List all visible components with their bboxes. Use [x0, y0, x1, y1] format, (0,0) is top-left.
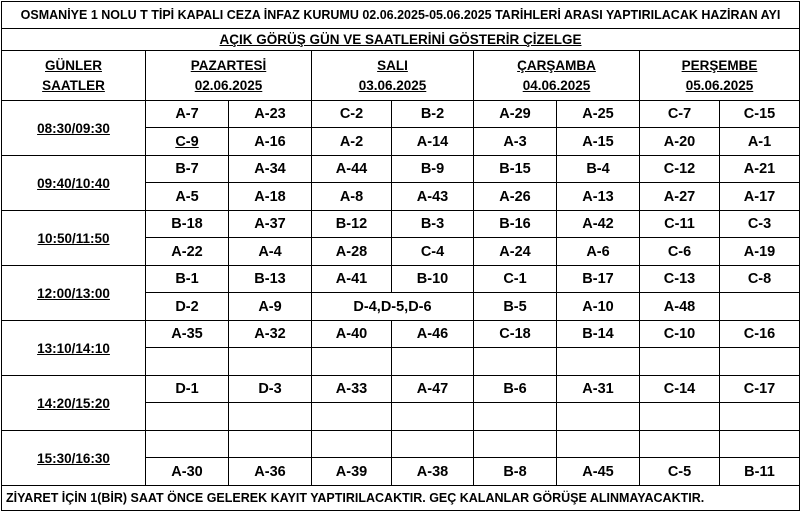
page-title: OSMANİYE 1 NOLU T TİPİ KAPALI CEZA İNFAZ KURUMU 02.06.2025-05.06.2025 TARİHLERİ ARASI YAPTIRILACAK HAZİRAN AYI	[2, 2, 800, 29]
ward-code-cell: A-1	[720, 128, 800, 156]
ward-code-cell: A-38	[392, 458, 474, 486]
ward-code-cell	[640, 403, 720, 431]
ward-code-cell: A-44	[312, 156, 392, 183]
header-label-cell	[2, 51, 146, 101]
ward-code-cell: A-48	[640, 293, 720, 321]
ward-code-cell: A-41	[312, 266, 392, 293]
ward-code-cell: A-36	[229, 458, 312, 486]
time-slot-cell: 09:40/10:40	[2, 156, 146, 211]
ward-code-cell	[720, 293, 800, 321]
ward-code-cell: A-6	[557, 238, 640, 266]
visit-schedule-table	[1, 1, 800, 511]
ward-code-cell: C-15	[720, 101, 800, 128]
ward-code-cell	[229, 348, 312, 376]
ward-code-cell: C-9	[146, 128, 229, 156]
ward-code-cell: A-3	[474, 128, 557, 156]
ward-code-cell: A-19	[720, 238, 800, 266]
ward-code-cell: B-17	[557, 266, 640, 293]
ward-code-cell: A-47	[392, 376, 474, 403]
day-header-thursday	[640, 51, 800, 101]
ward-code-cell: C-18	[474, 321, 557, 348]
ward-code-cell: B-12	[312, 211, 392, 238]
ward-code-cell: C-2	[312, 101, 392, 128]
ward-code-cell: D-3	[229, 376, 312, 403]
day-header-tuesday	[312, 51, 474, 101]
ward-code-cell: A-46	[392, 321, 474, 348]
ward-code-cell: C-8	[720, 266, 800, 293]
page-subtitle: AÇIK GÖRÜŞ GÜN VE SAATLERİNİ GÖSTERİR ÇİZELGE	[2, 29, 800, 51]
ward-code-cell	[557, 431, 640, 458]
ward-code-cell: C-12	[640, 156, 720, 183]
ward-code-cell: C-6	[640, 238, 720, 266]
ward-code-cell: A-20	[640, 128, 720, 156]
ward-code-cell: B-11	[720, 458, 800, 486]
ward-code-cell: A-10	[557, 293, 640, 321]
ward-code-cell: A-22	[146, 238, 229, 266]
ward-code-cell: C-5	[640, 458, 720, 486]
ward-code-cell: A-13	[557, 183, 640, 211]
ward-code-cell: A-14	[392, 128, 474, 156]
day-header-monday	[146, 51, 312, 101]
ward-code-cell: A-27	[640, 183, 720, 211]
day-date: 02.06.2025	[194, 77, 263, 93]
day-date: 05.06.2025	[685, 77, 754, 93]
ward-code-cell	[392, 348, 474, 376]
time-slot-cell: 12:00/13:00	[2, 266, 146, 321]
ward-code-cell	[146, 348, 229, 376]
day-header-wednesday	[474, 51, 640, 101]
ward-code-cell: C-10	[640, 321, 720, 348]
day-date: 03.06.2025	[358, 77, 427, 93]
ward-code-cell: A-31	[557, 376, 640, 403]
ward-code-cell: C-11	[640, 211, 720, 238]
time-slot-cell: 13:10/14:10	[2, 321, 146, 376]
ward-code-cell: C-1	[474, 266, 557, 293]
ward-code-cell: B-6	[474, 376, 557, 403]
ward-code-cell: B-13	[229, 266, 312, 293]
ward-code-cell	[720, 431, 800, 458]
ward-code-cell: A-29	[474, 101, 557, 128]
ward-code-cell: A-7	[146, 101, 229, 128]
ward-code-cell: B-3	[392, 211, 474, 238]
ward-code-cell: A-26	[474, 183, 557, 211]
ward-code-cell: C-17	[720, 376, 800, 403]
ward-code-cell: A-9	[229, 293, 312, 321]
ward-code-cell: A-18	[229, 183, 312, 211]
ward-code-cell: A-8	[312, 183, 392, 211]
ward-code-cell: A-5	[146, 183, 229, 211]
ward-code-cell: B-14	[557, 321, 640, 348]
ward-code-cell: A-45	[557, 458, 640, 486]
ward-code-cell: A-16	[229, 128, 312, 156]
ward-code-cell: D-1	[146, 376, 229, 403]
ward-code-cell	[720, 403, 800, 431]
ward-code-cell: C-16	[720, 321, 800, 348]
ward-code-cell	[312, 348, 392, 376]
ward-code-cell: A-35	[146, 321, 229, 348]
ward-code-cell: A-17	[720, 183, 800, 211]
days-label: GÜNLER	[45, 57, 102, 73]
time-slot-cell: 15:30/16:30	[2, 431, 146, 486]
ward-code-cell: A-21	[720, 156, 800, 183]
ward-code-cell	[474, 403, 557, 431]
day-name: PAZARTESİ	[190, 57, 267, 73]
ward-code-cell	[557, 403, 640, 431]
ward-code-cell: C-14	[640, 376, 720, 403]
time-slot-cell: 10:50/11:50	[2, 211, 146, 266]
day-name: PERŞEMBE	[681, 57, 758, 73]
ward-code-cell: B-4	[557, 156, 640, 183]
ward-code-cell: C-7	[640, 101, 720, 128]
ward-code-cell: C-3	[720, 211, 800, 238]
ward-code-cell	[312, 431, 392, 458]
ward-code-cell: A-24	[474, 238, 557, 266]
ward-code-cell: A-28	[312, 238, 392, 266]
ward-code-cell: B-7	[146, 156, 229, 183]
ward-code-cell	[312, 403, 392, 431]
ward-code-cell: B-1	[146, 266, 229, 293]
ward-code-cell: A-33	[312, 376, 392, 403]
ward-code-cell: B-15	[474, 156, 557, 183]
ward-code-cell: A-42	[557, 211, 640, 238]
ward-code-cell: B-5	[474, 293, 557, 321]
footer-note: ZİYARET İÇİN 1(BİR) SAAT ÖNCE GELEREK KAYIT YAPTIRILACAKTIR. GEÇ KALANLAR GÖRÜŞE ALINMAYACAKTIR.	[2, 486, 800, 511]
ward-code-cell: B-2	[392, 101, 474, 128]
time-slot-cell: 14:20/15:20	[2, 376, 146, 431]
ward-code-cell	[146, 403, 229, 431]
ward-code-cell: D-2	[146, 293, 229, 321]
ward-code-cell	[720, 348, 800, 376]
time-slot-cell: 08:30/09:30	[2, 101, 146, 156]
ward-code-cell: A-32	[229, 321, 312, 348]
ward-code-cell: A-23	[229, 101, 312, 128]
day-date: 04.06.2025	[522, 77, 591, 93]
day-name: SALI	[377, 57, 408, 73]
ward-code-cell	[392, 431, 474, 458]
ward-code-cell	[229, 431, 312, 458]
ward-code-cell: B-9	[392, 156, 474, 183]
ward-code-cell: C-13	[640, 266, 720, 293]
ward-code-cell: B-16	[474, 211, 557, 238]
ward-code-cell	[474, 348, 557, 376]
ward-code-cell	[640, 431, 720, 458]
ward-code-cell	[640, 348, 720, 376]
ward-code-cell: A-37	[229, 211, 312, 238]
day-name: ÇARŞAMBA	[517, 57, 596, 73]
ward-code-cell	[474, 431, 557, 458]
ward-code-cell: A-4	[229, 238, 312, 266]
ward-code-cell	[229, 403, 312, 431]
ward-code-cell	[557, 348, 640, 376]
ward-code-cell	[392, 403, 474, 431]
ward-code-cell: B-18	[146, 211, 229, 238]
ward-code-cell	[146, 431, 229, 458]
hours-label: SAATLER	[42, 77, 105, 93]
ward-code-cell: A-43	[392, 183, 474, 211]
ward-code-cell: A-2	[312, 128, 392, 156]
ward-code-cell: B-10	[392, 266, 474, 293]
ward-code-cell: A-30	[146, 458, 229, 486]
ward-code-cell: A-40	[312, 321, 392, 348]
ward-code-cell: A-15	[557, 128, 640, 156]
ward-code-cell: B-8	[474, 458, 557, 486]
ward-code-cell: D-4,D-5,D-6	[312, 293, 474, 321]
ward-code-cell: C-4	[392, 238, 474, 266]
ward-code-cell: A-34	[229, 156, 312, 183]
ward-code-cell: A-39	[312, 458, 392, 486]
ward-code-cell: A-25	[557, 101, 640, 128]
